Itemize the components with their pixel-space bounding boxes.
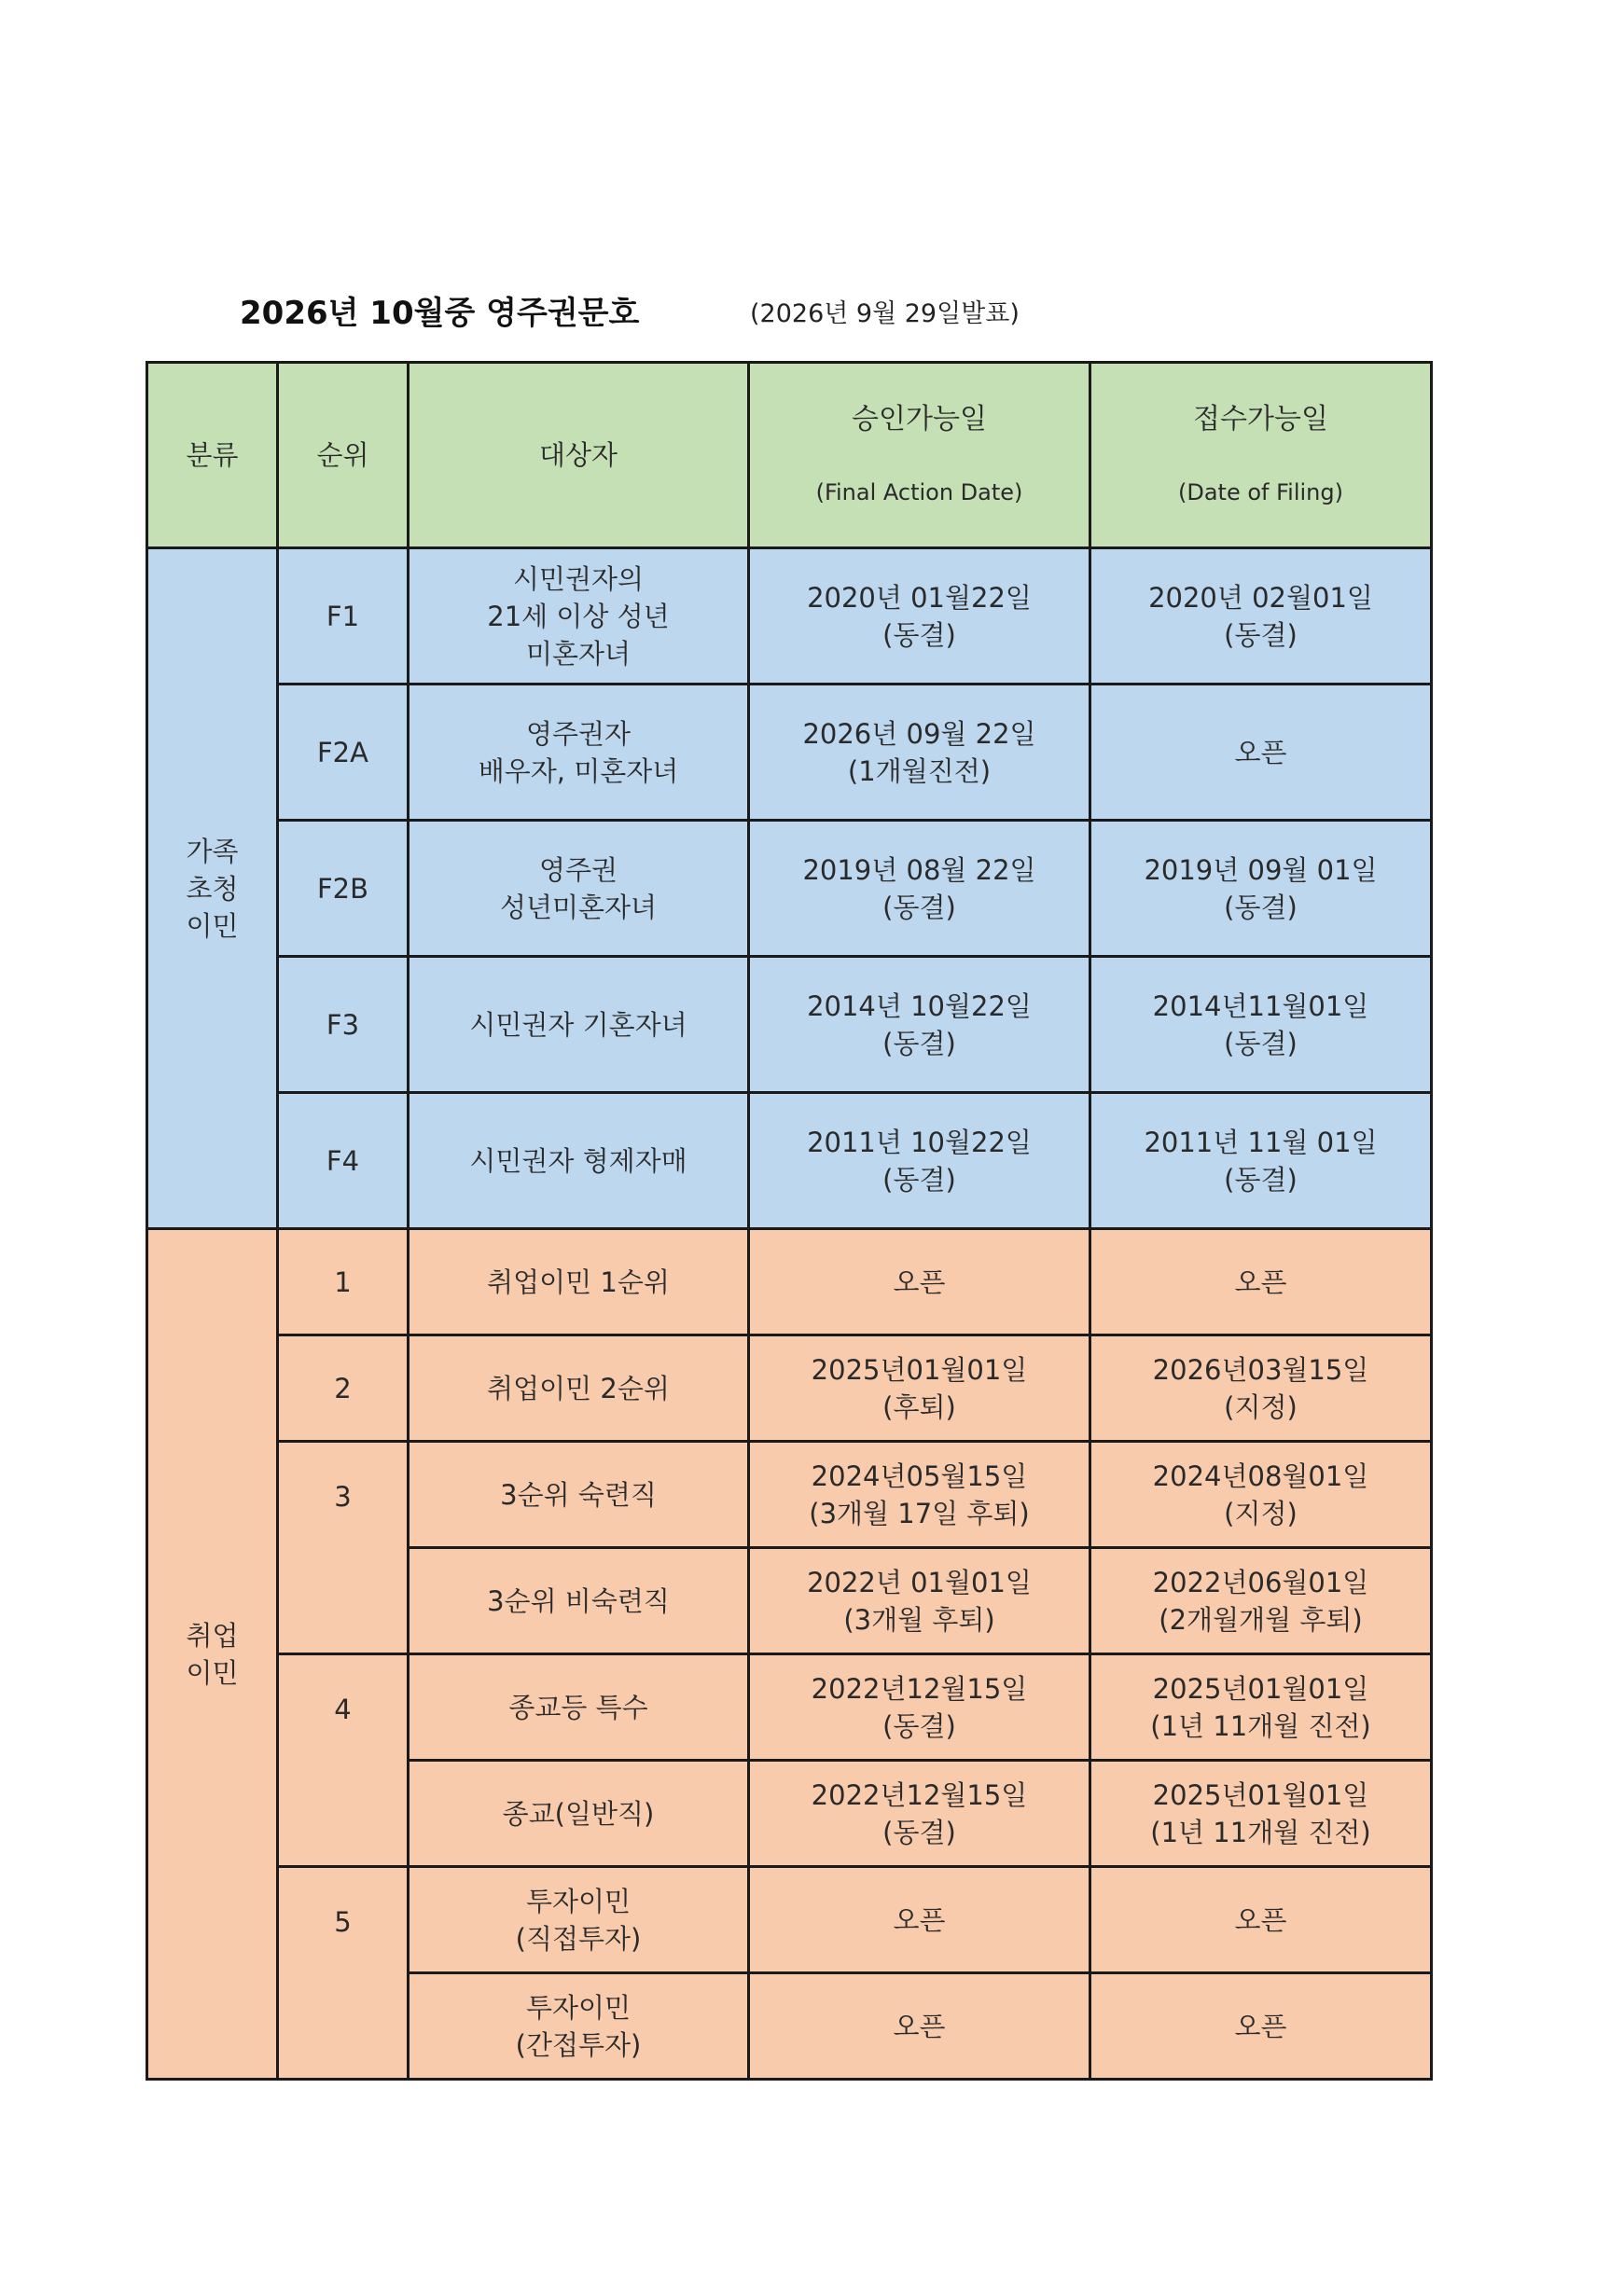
category-family: 가족 초청 이민 (147, 548, 278, 1229)
table-row-eb4-religious (147, 1654, 1432, 1761)
filing-cell: 2020년 02월01일 (동결) (1090, 548, 1432, 685)
announcement-date: (2026년 9월 29일발표) (750, 299, 1020, 328)
filing-cell: 2019년 09월 01일 (동결) (1090, 821, 1432, 957)
table-row-f1 (147, 548, 1432, 685)
table-row-eb2 (147, 1335, 1432, 1442)
header-final-action-en: (Final Action Date) (815, 479, 1023, 505)
filing-cell: 2025년01월01일 (1년 11개월 진전) (1090, 1654, 1432, 1761)
final-action-cell: 오픈 (749, 1867, 1090, 1973)
category-employment: 취업 이민 (147, 1229, 278, 2080)
header-priority: 순위 (278, 363, 409, 548)
header-final-action (749, 363, 1090, 548)
table-row-eb1 (147, 1229, 1432, 1335)
filing-cell: 2014년11월01일 (동결) (1090, 957, 1432, 1093)
final-action-cell: 2022년 01월01일 (3개월 후퇴) (749, 1548, 1090, 1654)
priority-cell: F2A (278, 685, 409, 821)
table-row-f2a (147, 685, 1432, 821)
priority-cell: F3 (278, 957, 409, 1093)
priority-cell: 1 (278, 1229, 409, 1335)
table-row-eb5-direct (147, 1867, 1432, 1973)
visa-bulletin-table (146, 361, 1433, 2081)
target-cell: 종교등 특수 (409, 1654, 749, 1761)
filing-cell: 2026년03월15일 (지정) (1090, 1335, 1432, 1442)
target-cell: 3순위 비숙련직 (409, 1548, 749, 1654)
table-row-eb3-skilled (147, 1442, 1432, 1548)
table-row-f3 (147, 957, 1432, 1093)
final-action-cell: 2011년 10월22일 (동결) (749, 1093, 1090, 1229)
filing-cell: 2011년 11월 01일 (동결) (1090, 1093, 1432, 1229)
header-filing-en: (Date of Filing) (1178, 479, 1343, 505)
priority-cell: F2B (278, 821, 409, 957)
header-category: 분류 (147, 363, 278, 548)
priority-cell: 2 (278, 1335, 409, 1442)
header-filing (1090, 363, 1432, 548)
table-row-f4 (147, 1093, 1432, 1229)
final-action-cell: 2025년01월01일 (후퇴) (749, 1335, 1090, 1442)
target-cell: 시민권자의 21세 이상 성년 미혼자녀 (409, 548, 749, 685)
filing-cell: 2024년08월01일 (지정) (1090, 1442, 1432, 1548)
table-row-f2b (147, 821, 1432, 957)
table-header-row (147, 363, 1432, 548)
target-cell: 투자이민 (직접투자) (409, 1867, 749, 1973)
final-action-cell: 오픈 (749, 1973, 1090, 2080)
header-final-action-ko: 승인가능일 (852, 403, 987, 436)
filing-cell: 오픈 (1090, 1973, 1432, 2080)
target-cell: 영주권자 배우자, 미혼자녀 (409, 685, 749, 821)
final-action-cell: 2014년 10월22일 (동결) (749, 957, 1090, 1093)
target-cell: 3순위 숙련직 (409, 1442, 749, 1548)
final-action-cell: 2019년 08월 22일 (동결) (749, 821, 1090, 957)
priority-cell: 5 (278, 1867, 409, 2080)
target-cell: 투자이민 (간접투자) (409, 1973, 749, 2080)
final-action-cell: 2026년 09월 22일 (1개월진전) (749, 685, 1090, 821)
target-cell: 종교(일반직) (409, 1761, 749, 1867)
priority-cell: 3 (278, 1442, 409, 1654)
filing-cell: 2025년01월01일 (1년 11개월 진전) (1090, 1761, 1432, 1867)
final-action-cell: 오픈 (749, 1229, 1090, 1335)
target-cell: 시민권자 형제자매 (409, 1093, 749, 1229)
header-target: 대상자 (409, 363, 749, 548)
filing-cell: 오픈 (1090, 1867, 1432, 1973)
priority-cell: 4 (278, 1654, 409, 1867)
filing-cell: 오픈 (1090, 1229, 1432, 1335)
final-action-cell: 2022년12월15일 (동결) (749, 1761, 1090, 1867)
final-action-cell: 2024년05월15일 (3개월 17일 후퇴) (749, 1442, 1090, 1548)
filing-cell: 오픈 (1090, 685, 1432, 821)
priority-cell: F4 (278, 1093, 409, 1229)
page-title: 2026년 10월중 영주권문호 (240, 295, 640, 332)
target-cell: 영주권 성년미혼자녀 (409, 821, 749, 957)
target-cell: 시민권자 기혼자녀 (409, 957, 749, 1093)
final-action-cell: 2022년12월15일 (동결) (749, 1654, 1090, 1761)
priority-cell: F1 (278, 548, 409, 685)
target-cell: 취업이민 2순위 (409, 1335, 749, 1442)
filing-cell: 2022년06월01일 (2개월개월 후퇴) (1090, 1548, 1432, 1654)
target-cell: 취업이민 1순위 (409, 1229, 749, 1335)
final-action-cell: 2020년 01월22일 (동결) (749, 548, 1090, 685)
header-filing-ko: 접수가능일 (1193, 403, 1328, 436)
